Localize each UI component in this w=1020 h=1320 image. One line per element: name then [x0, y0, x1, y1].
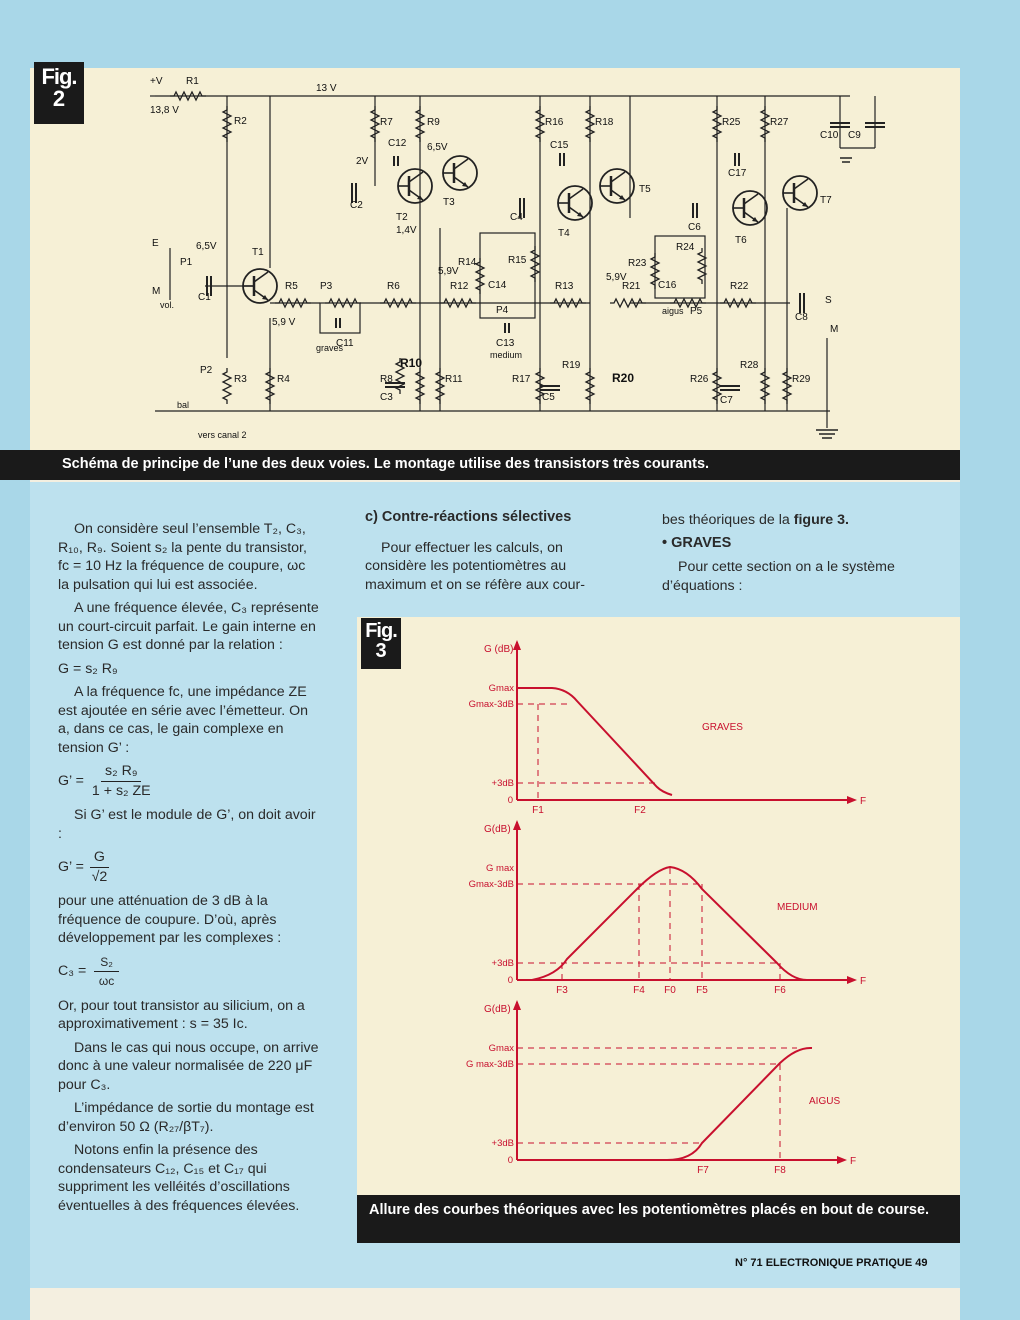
- col1-paragraph-8: L’impédance de sortie du montage est d’environ 50 Ω (R₂₇/βT₇).: [58, 1100, 314, 1135]
- figure-number: 3: [375, 640, 387, 662]
- section-heading-graves: • GRAVES: [662, 534, 732, 551]
- figure-2-caption: Schéma de principe de l’une des deux voies. Le montage utilise des transistors très courants.: [62, 456, 710, 472]
- label-v59a: 5,9 V: [272, 317, 296, 328]
- label-r20: R20: [612, 371, 635, 385]
- label-c5: C5: [542, 392, 555, 403]
- label-r27: R27: [770, 117, 789, 128]
- label-t7: T7: [820, 195, 832, 206]
- label-c10: C10: [820, 130, 839, 141]
- equation-3-denominator: √2: [91, 868, 108, 885]
- curve-name: GRAVES: [702, 722, 743, 733]
- x-axis-arrow: [837, 1156, 847, 1164]
- y-axis-label: G(dB): [484, 1004, 511, 1015]
- transistor-t3: [443, 156, 477, 190]
- label-r18: R18: [595, 117, 614, 128]
- col1-paragraph-9: Notons enfin la présence des condensateurs C₁₂, C₁₅ et C₁₇ qui suppriment les velléités d’oscillations éventuelles à des fréquences élevées.: [58, 1142, 300, 1214]
- label-v59c: 5,9V: [606, 272, 627, 283]
- label-medium: medium: [490, 350, 523, 360]
- label-vers-canal: vers canal 2: [198, 430, 247, 440]
- equation-3-lhs: G’ =: [58, 858, 84, 875]
- col1-paragraph-3: A la fréquence fc, une impédance ZE est ajoutée en série avec l’émetteur. On a, dans ce cas, le gain complexe en tension G’ :: [58, 684, 308, 756]
- col1-paragraph-6: Or, pour tout transistor au silicium, on a approximativement : s = 35 Ic.: [58, 997, 305, 1032]
- label-c12: C12: [388, 138, 407, 149]
- label-c1: C1: [198, 292, 211, 303]
- plus-3db-label: +3dB: [491, 778, 514, 789]
- equation-1: G = s₂ R₉: [58, 660, 118, 677]
- col3-paragraph-2: Pour cette section on a le système d’équations :: [662, 559, 895, 594]
- label-p5: P5: [690, 306, 703, 317]
- figure-2-caption-bar: [0, 450, 960, 480]
- tick-label: F4: [633, 985, 645, 996]
- gmax-3db-label: G max-3dB: [465, 1059, 514, 1070]
- label-r23: R23: [628, 258, 647, 269]
- column-2: [365, 508, 610, 599]
- transistor-t7: [783, 176, 817, 210]
- label-r24: R24: [676, 242, 695, 253]
- label-r17: R17: [512, 374, 531, 385]
- col1-paragraph-1: On considère seul l’ensemble T₂, C₃, R₁₀, R₉. Soient s₂ la pente du transistor, fc = 10 Hz la fréquence de coupure, ωc la pulsation qui lui est associée.: [58, 521, 307, 593]
- label-r25: R25: [722, 117, 741, 128]
- label-m-in: M: [152, 286, 161, 297]
- zero-label: 0: [507, 975, 513, 986]
- equation-2: [58, 762, 320, 800]
- label-r5: R5: [285, 281, 298, 292]
- x-axis-arrow: [847, 976, 857, 984]
- col2-paragraph-1: Pour effectuer les calculs, on considère les potentiomètres au maximum et on se réfère aux cour-: [365, 539, 585, 593]
- equation-4-denominator: ωc: [98, 974, 115, 988]
- column-1: [58, 520, 320, 1220]
- label-c15: C15: [550, 140, 569, 151]
- label-r26: R26: [690, 374, 709, 385]
- figure-number: 2: [52, 86, 66, 111]
- col1-paragraph-7: Dans le cas qui nous occupe, on arrive donc à une valeur normalisée de 220 μF pour C₃.: [58, 1039, 319, 1093]
- label-r16: R16: [545, 117, 564, 128]
- figure-word: Fig.: [41, 64, 77, 89]
- label-r11: R11: [445, 374, 463, 385]
- y-axis-arrow: [513, 640, 521, 650]
- plus-3db-label: +3dB: [491, 1138, 514, 1149]
- equation-2-numerator: s₂ R₉: [101, 762, 141, 782]
- label-c11: C11: [336, 338, 354, 349]
- equation-3-numerator: G: [90, 848, 109, 868]
- equation-2-lhs: G’ =: [58, 772, 84, 789]
- equation-4-lhs: C₃ =: [58, 963, 87, 980]
- plus-3db-label: +3dB: [491, 958, 514, 969]
- figure-3-caption-bar: [357, 1195, 960, 1243]
- label-p1: P1: [180, 257, 193, 268]
- label-s: S: [825, 295, 832, 306]
- label-c9: C9: [848, 130, 861, 141]
- label-r29: R29: [792, 374, 811, 385]
- y-axis-label: G(dB): [484, 824, 511, 835]
- label-r2: R2: [234, 116, 247, 127]
- label-c6: C6: [688, 222, 701, 233]
- transistor-t6: [733, 191, 767, 225]
- tick-label: F0: [664, 985, 676, 996]
- equation-3: [58, 848, 320, 886]
- label-c7: C7: [720, 395, 733, 406]
- transistor-t5: [600, 169, 634, 203]
- zero-label: 0: [507, 1155, 513, 1166]
- label-t6: T6: [735, 235, 747, 246]
- figure-3-curves: [357, 617, 960, 1195]
- label-v65b: 6,5V: [427, 142, 448, 153]
- col3-paragraph-1: [662, 511, 902, 530]
- frequency-axis-label: F: [860, 976, 867, 987]
- circuit-schematic: [30, 64, 960, 450]
- zero-label: 0: [507, 795, 513, 806]
- gmax-label: G max: [486, 863, 514, 874]
- label-r15: R15: [508, 255, 527, 266]
- tick-label: F3: [556, 985, 568, 996]
- col1-paragraph-4: Si G’ est le module de G’, on doit avoir :: [58, 807, 316, 842]
- equation-2-denominator: 1 + s₂ ZE: [91, 782, 151, 799]
- col3-text: bes théoriques de la: [662, 512, 794, 528]
- label-r6: R6: [387, 281, 400, 292]
- label-v138: 13,8 V: [150, 105, 179, 116]
- section-heading-c: c) Contre-réactions sélectives: [365, 509, 572, 525]
- y-axis-label: G (dB): [484, 644, 514, 655]
- label-p2: P2: [200, 365, 213, 376]
- label-c4: C4: [510, 212, 523, 223]
- label-r8: R8: [380, 374, 393, 385]
- transistor-t4: [558, 186, 592, 220]
- gmax-label: Gmax: [488, 683, 514, 694]
- equation-4: [58, 953, 320, 991]
- y-axis-arrow: [513, 1000, 521, 1010]
- label-r1: R1: [186, 76, 199, 87]
- label-graves: graves: [316, 343, 344, 353]
- response-curve: [667, 1048, 812, 1160]
- label-r13: R13: [555, 281, 574, 292]
- label-v2: 2V: [356, 156, 369, 167]
- figure-3-caption: Allure des courbes théoriques avec les potentiomètres placés en bout de course.: [369, 1202, 930, 1218]
- tick-label: F1: [532, 805, 544, 816]
- label-t4: T4: [558, 228, 570, 239]
- label-r19: R19: [562, 360, 581, 371]
- gmax-3db-label: Gmax-3dB: [468, 699, 514, 710]
- label-t1: T1: [252, 247, 264, 258]
- label-v14: 1,4V: [396, 225, 417, 236]
- curve-name: AIGUS: [809, 1096, 841, 1107]
- label-e: E: [152, 238, 159, 249]
- page-footer: N° 71 ELECTRONIQUE PRATIQUE 49: [735, 1257, 928, 1269]
- y-axis-arrow: [513, 820, 521, 830]
- page-right-band: [960, 0, 1020, 1320]
- figure-3-reference: figure 3.: [793, 512, 849, 528]
- label-m-out: M: [830, 324, 839, 335]
- label-t2: T2: [396, 212, 408, 223]
- label-r28: R28: [740, 360, 759, 371]
- x-axis-arrow: [847, 796, 857, 804]
- label-c17: C17: [728, 168, 747, 179]
- tick-label: F8: [774, 1165, 786, 1176]
- label-r10: R10: [400, 356, 423, 370]
- figure-word: Fig.: [365, 620, 397, 642]
- label-v13: 13 V: [316, 83, 337, 94]
- column-3: [662, 511, 902, 600]
- label-p3: P3: [320, 281, 333, 292]
- frequency-axis-label: F: [850, 1156, 857, 1167]
- page-left-band: [0, 0, 30, 1320]
- frequency-axis-label: F: [860, 796, 867, 807]
- label-t5: T5: [639, 184, 651, 195]
- label-t3: T3: [443, 197, 455, 208]
- col1-paragraph-5: pour une atténuation de 3 dB à la fréquence de coupure. D’où, après développement par les complexes :: [58, 893, 282, 946]
- label-bal: bal: [177, 400, 190, 410]
- label-c13: C13: [496, 338, 515, 349]
- gmax-label: Gmax: [488, 1043, 514, 1054]
- equation-4-numerator: S₂: [94, 953, 119, 973]
- label-v65a: 6,5V: [196, 241, 217, 252]
- label-r7: R7: [380, 117, 393, 128]
- label-c14: C14: [488, 280, 507, 291]
- label-vol: vol.: [160, 300, 175, 310]
- label-vplus: +V: [150, 76, 163, 87]
- label-r14: R14: [458, 257, 477, 268]
- label-c8: C8: [795, 312, 808, 323]
- label-r3: R3: [234, 374, 247, 385]
- label-r12: R12: [450, 281, 469, 292]
- tick-label: F5: [696, 985, 708, 996]
- tick-label: F6: [774, 985, 786, 996]
- label-r9: R9: [427, 117, 440, 128]
- transistor-t1: [243, 269, 277, 303]
- label-r22: R22: [730, 281, 749, 292]
- label-v59b: 5,9V: [438, 266, 459, 277]
- label-c2: C2: [350, 200, 363, 211]
- tick-label: F7: [697, 1165, 709, 1176]
- label-r4: R4: [277, 374, 290, 385]
- transistor-t2: [398, 169, 432, 203]
- tick-label: F2: [634, 805, 646, 816]
- col1-paragraph-2: A une fréquence élevée, C₃ représente un court-circuit parfait. Le gain interne en tension G est donné par la relation :: [58, 600, 319, 653]
- curve-name: MEDIUM: [777, 902, 818, 913]
- label-r21: R21: [622, 281, 641, 292]
- label-aigus: aigus: [662, 306, 684, 316]
- label-p4: P4: [496, 305, 509, 316]
- page-top-band: [0, 0, 1020, 68]
- label-c16: C16: [658, 280, 677, 291]
- label-c3: C3: [380, 392, 393, 403]
- gmax-3db-label: Gmax-3dB: [468, 879, 514, 890]
